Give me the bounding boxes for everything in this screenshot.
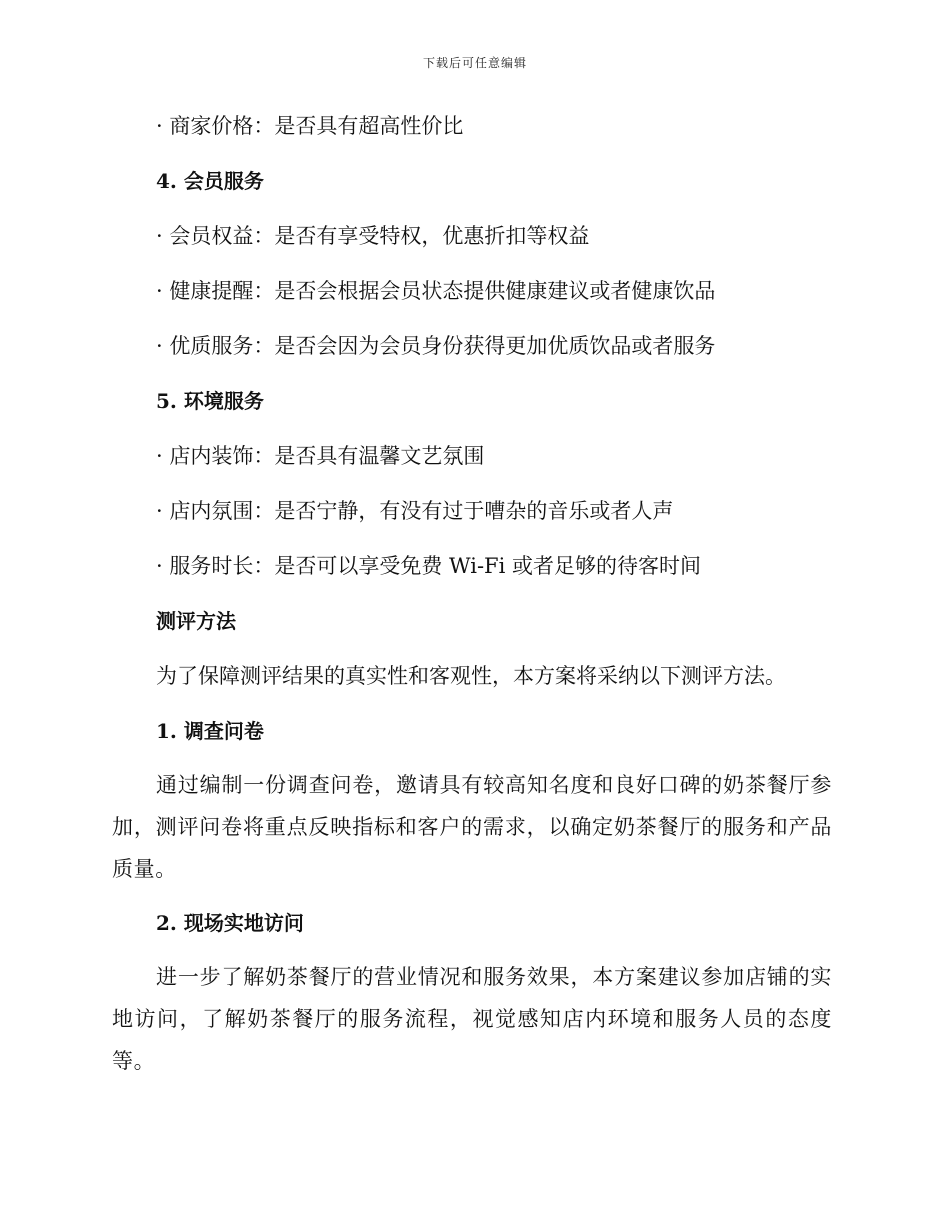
document-body [112,110,832,1099]
method-intro: 为了保障测评结果的真实性和客观性，本方案将采纳以下测评方法。 [156,664,786,688]
bullet-health-reminder: · 健康提醒：是否会根据会员状态提供健康建议或者健康饮品 [156,279,716,303]
bullet-store-decor: · 店内装饰：是否具有温馨文艺氛围 [156,444,485,468]
heading-survey: 1. 调查问卷 [156,719,264,743]
bullet-service-duration: · 服务时长：是否可以享受免费 Wi-Fi 或者足够的待客时间 [156,554,702,578]
heading-member-service: 4. 会员服务 [156,169,264,193]
bullet-price: · 商家价格：是否具有超高性价比 [156,114,464,138]
bullet-store-atmosphere: · 店内氛围：是否宁静，有没有过于嘈杂的音乐或者人声 [156,499,674,523]
bullet-quality-service: · 优质服务：是否会因为会员身份获得更加优质饮品或者服务 [156,334,716,358]
heading-evaluation-method: 测评方法 [156,609,236,633]
visit-paragraph: 进一步了解奶茶餐厅的营业情况和服务效果，本方案建议参加店铺的实地访问，了解奶茶餐厅的服务流程，视觉感知店内环境和服务人员的态度等。 [112,965,832,1073]
heading-site-visit: 2. 现场实地访问 [156,911,304,935]
survey-paragraph: 通过编制一份调查问卷，邀请具有较高知名度和良好口碑的奶茶餐厅参加，测评问卷将重点反映指标和客户的需求，以确定奶茶餐厅的服务和产品质量。 [112,773,832,881]
bullet-member-rights: · 会员权益：是否有享受特权，优惠折扣等权益 [156,224,590,248]
heading-environment-service: 5. 环境服务 [156,389,264,413]
page-header: 下载后可任意编辑 [422,56,527,70]
